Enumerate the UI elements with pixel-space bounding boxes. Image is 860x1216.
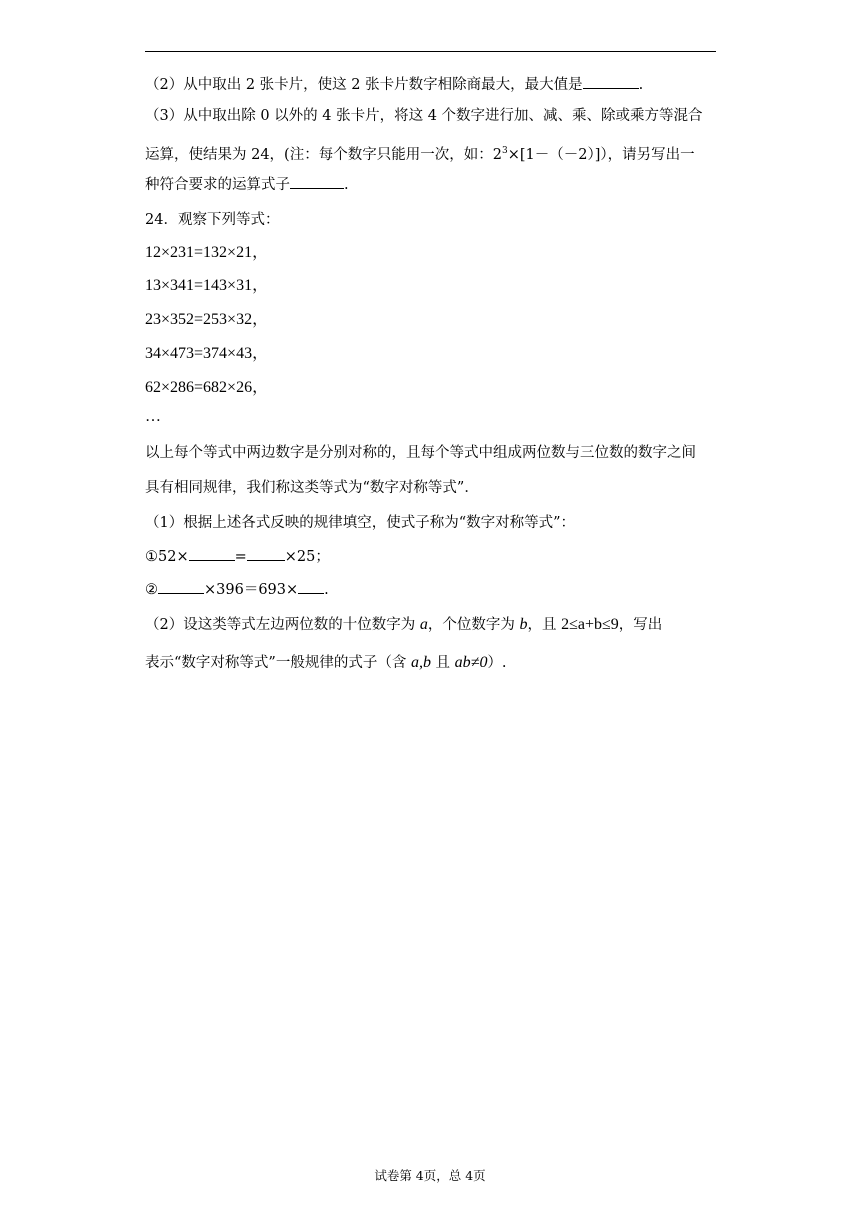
fill-item-1 <box>145 546 330 567</box>
q24-part2-text-e: 表示“数字对称等式”一般规律的式子（含 <box>145 655 411 671</box>
q23-part3-line2 <box>145 141 695 165</box>
fill2-text-c: . <box>324 582 329 598</box>
inequality: 2≤a+b≤9 <box>561 616 619 633</box>
answer-blank[interactable] <box>583 74 639 89</box>
q24-part2-line1 <box>145 615 662 635</box>
equation-4: 34×473=374×43， <box>145 345 269 362</box>
fill2-text-b: ×396＝693× <box>204 582 299 598</box>
q23-part3-text-c: 种符合要求的运算式子 <box>145 177 290 193</box>
exponent: 3 <box>501 146 508 156</box>
q24-description-line2: 具有相同规律，我们称这类等式为“数字对称等式”． <box>145 480 479 496</box>
fill2-text-a: ② <box>145 582 158 598</box>
q24-part2-text-b: ，个位数字为 <box>427 617 520 633</box>
q23-part3-end: . <box>344 177 349 193</box>
answer-blank[interactable] <box>189 546 235 561</box>
ellipsis: … <box>145 408 161 425</box>
answer-blank[interactable] <box>290 174 344 189</box>
variable-b: b <box>519 616 528 633</box>
q24-description-line1: 以上每个等式中两边数字是分别对称的，且每个等式中组成两位数与三位数的数字之间 <box>145 445 696 461</box>
q24-part2-text-d: ，写出 <box>618 617 663 633</box>
equation-3: 23×352=253×32， <box>145 311 269 328</box>
q24-part2-text-g: ）. <box>487 655 507 671</box>
q24-part1: （1）根据上述各式反映的规律填空，使式子称为“数字对称等式”： <box>145 515 576 531</box>
header-rule <box>145 51 716 52</box>
fill1-text-b: = <box>234 549 247 565</box>
q24-part2-line2 <box>145 653 507 673</box>
answer-blank[interactable] <box>158 579 204 594</box>
page-footer: 试卷第 4页，总 4页 <box>374 1168 486 1183</box>
q23-part3-text-a: 运算，使结果为 24，(注：每个数字只能用一次，如：2 <box>145 146 502 163</box>
q24-part2-text-a: （2）设这类等式左边两位数的十位数字为 <box>145 617 420 633</box>
fill1-text-a: ①52× <box>145 549 189 565</box>
condition: ab≠0 <box>454 654 488 671</box>
q24-part2-text-c: ，且 <box>527 617 562 633</box>
variable-a: a <box>419 616 428 633</box>
fill1-text-c: ×25； <box>284 549 330 565</box>
q23-part2-text: （2）从中取出 2 张卡片，使这 2 张卡片数字相除商最大，最大值是 <box>145 77 583 93</box>
equation-2: 13×341=143×31， <box>145 277 269 294</box>
q23-part2-end: . <box>638 77 644 93</box>
q24-title: 24．观察下列等式： <box>145 212 280 228</box>
q23-part2 <box>145 74 643 95</box>
q23-part3-text-b: ×[1－（－2）]），请另写出一 <box>507 146 695 163</box>
answer-blank[interactable] <box>298 579 324 594</box>
fill-item-2 <box>145 579 329 600</box>
answer-blank[interactable] <box>247 546 285 561</box>
equation-1: 12×231=132×21， <box>145 244 269 261</box>
variables-ab: a,b <box>410 654 431 671</box>
equation-5: 62×286=682×26， <box>145 379 269 396</box>
q23-part3-line1: （3）从中取出除 0 以外的 4 张卡片，将这 4 个数字进行加、减、乘、除或乘方等混合 <box>145 108 703 124</box>
q23-part3-line3 <box>145 174 349 195</box>
q24-part2-text-f: 且 <box>430 655 455 671</box>
